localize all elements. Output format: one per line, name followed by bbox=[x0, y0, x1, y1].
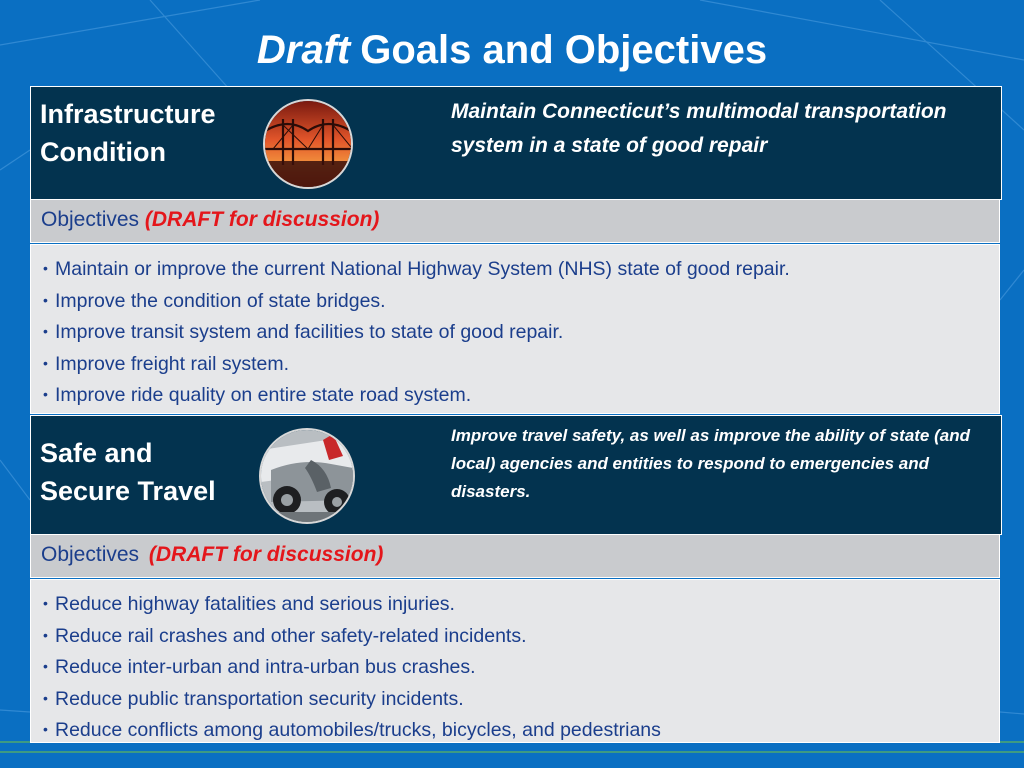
draft-discussion-tag: (DRAFT for discussion) bbox=[144, 208, 380, 231]
slide-title bbox=[0, 26, 1024, 74]
objective-item: • Improve freight rail system. bbox=[43, 348, 999, 380]
bullet-icon: • bbox=[43, 323, 48, 339]
title-draft-word: Draft bbox=[256, 28, 351, 72]
bullet-icon: • bbox=[43, 689, 48, 706]
objectives-label: Objectives bbox=[41, 208, 140, 231]
bullet-icon: • bbox=[43, 658, 48, 674]
draft-discussion-tag: (DRAFT for discussion) bbox=[148, 543, 384, 566]
objective-item: • Maintain or improve the current National Highway System (NHS) state of good repair. bbox=[43, 253, 999, 285]
objective-item: • Improve the condition of state bridges. bbox=[43, 285, 999, 317]
goal-name bbox=[40, 434, 216, 510]
goal-name-line1: Safe and bbox=[40, 438, 153, 468]
objectives-label: Objectives bbox=[41, 543, 140, 566]
objective-item: • Reduce highway fatalities and serious injuries. bbox=[43, 588, 999, 620]
bullet-icon: • bbox=[43, 626, 48, 643]
bullet-icon: • bbox=[43, 386, 48, 402]
bullet-icon: • bbox=[43, 291, 48, 308]
objectives-list-safety bbox=[30, 579, 1000, 743]
objective-item: • Improve ride quality on entire state road system. bbox=[43, 379, 999, 411]
bullet-icon: • bbox=[43, 721, 48, 737]
objective-item: • Reduce inter-urban and intra-urban bus crashes. bbox=[43, 651, 999, 683]
title-rest: Goals and Objectives bbox=[360, 28, 768, 72]
bullet-icon: • bbox=[43, 260, 48, 276]
objectives-header-infrastructure bbox=[30, 199, 1000, 243]
goal-description: Improve travel safety, as well as improve the ability of state (and local) agencies and entities to respond to emergencies and disasters. bbox=[451, 426, 970, 501]
goal-name bbox=[40, 95, 216, 171]
goal-banner-safety bbox=[30, 415, 1002, 535]
bullet-icon: • bbox=[43, 354, 48, 371]
goal-name-line2: Secure Travel bbox=[40, 476, 216, 506]
goal-banner-infrastructure bbox=[30, 86, 1002, 200]
goal-description: Maintain Connecticut’s multimodal transportation system in a state of good repair bbox=[451, 100, 947, 157]
goal-name-line2: Condition bbox=[40, 137, 166, 167]
goal-name-line1: Infrastructure bbox=[40, 99, 216, 129]
bridge-sunset-photo bbox=[263, 99, 353, 189]
objective-item: • Reduce public transportation security incidents. bbox=[43, 683, 999, 715]
objective-item: • Reduce conflicts among automobiles/trucks, bicycles, and pedestrians bbox=[43, 714, 999, 746]
car-crash-photo bbox=[259, 428, 355, 524]
objectives-list-infrastructure bbox=[30, 244, 1000, 414]
objective-item: • Improve transit system and facilities to state of good repair. bbox=[43, 316, 999, 348]
objective-item: • Reduce rail crashes and other safety-related incidents. bbox=[43, 620, 999, 652]
bullet-icon: • bbox=[43, 595, 48, 611]
objectives-header-safety bbox=[30, 534, 1000, 578]
